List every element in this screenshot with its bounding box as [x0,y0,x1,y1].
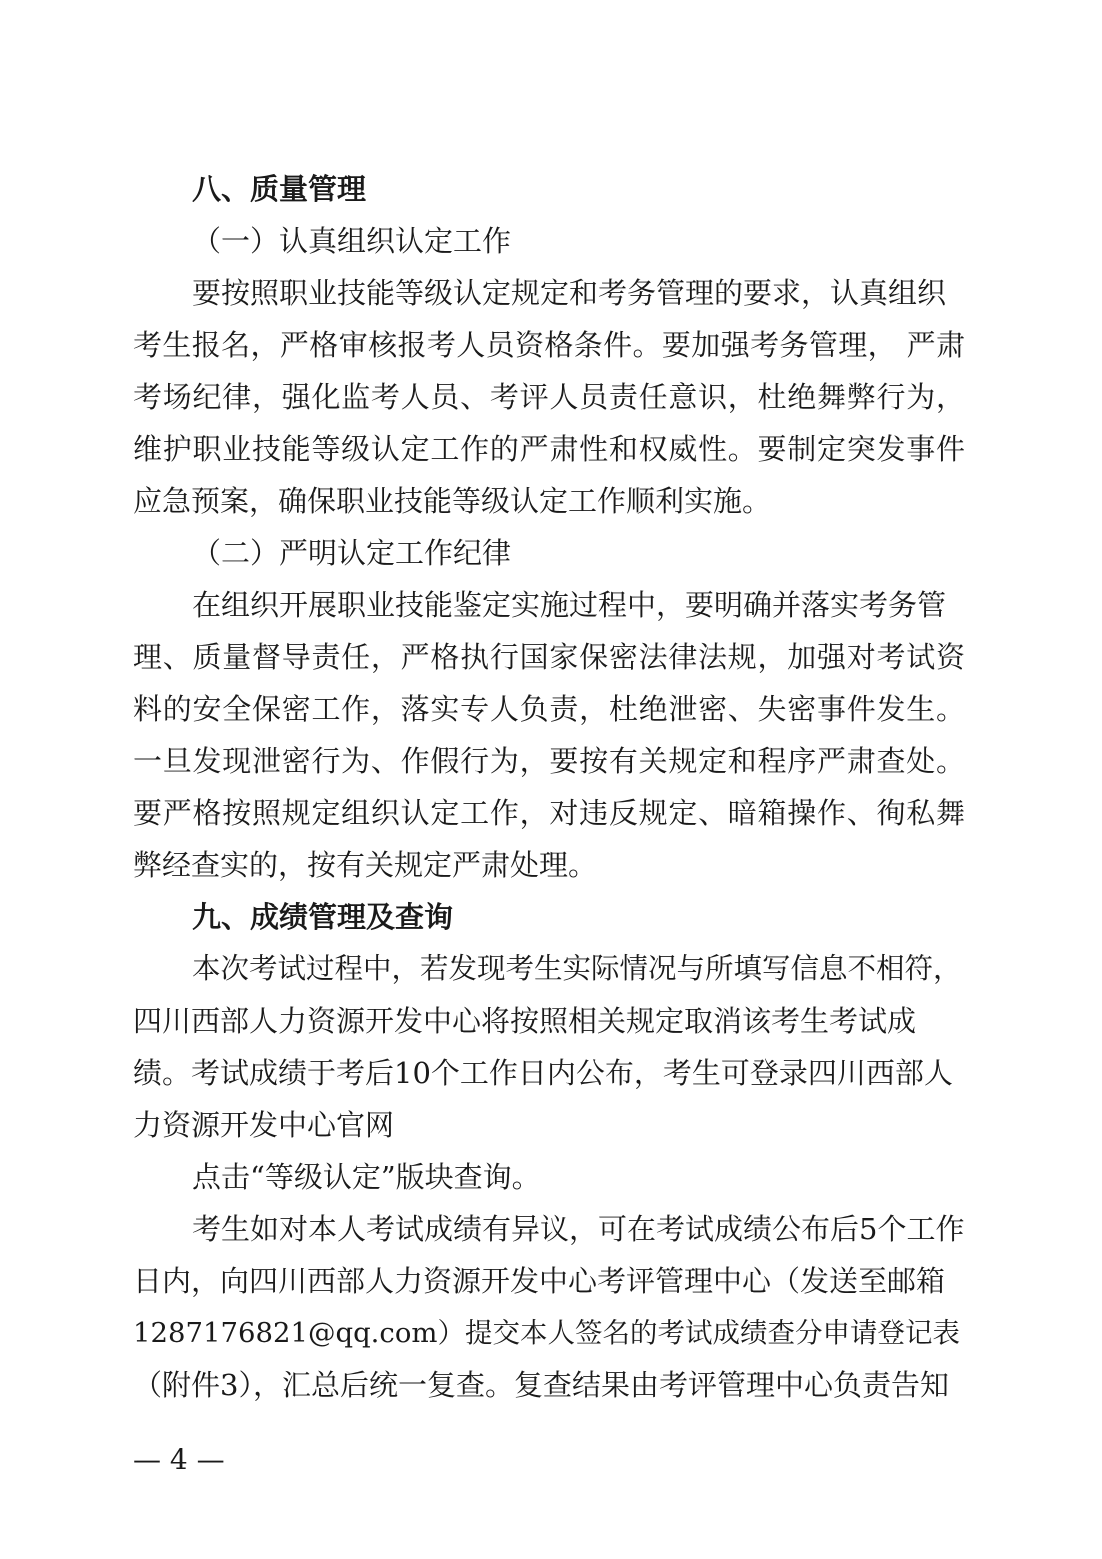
paragraph-line: 四川西部人力资源开发中心将按照相关规定取消该考生考试成 [133,1004,917,1038]
paragraph-line: 要严格按照规定组织认定工作，对违反规定、暗箱操作、徇私舞 [133,796,965,830]
paragraph-line: 考生报名，严格审核报考人员资格条件。要加强考务管理， 严肃 [133,328,965,362]
paragraph-line: 料的安全保密工作，落实专人负责，杜绝泄密、失密事件发生。 [133,692,965,726]
paragraph-line: 日内，向四川西部人力资源开发中心考评管理中心（发送至邮箱 [133,1264,946,1298]
paragraph-line: 1287176821@qq.com）提交本人签名的考试成绩查分申请登记表 [133,1317,960,1349]
paragraph-line: 理、质量督导责任，严格执行国家保密法律法规，加强对考试资 [133,640,965,674]
subsection-1-heading: （一）认真组织认定工作 [192,224,512,258]
paragraph-line: 力资源开发中心官网 [133,1108,395,1142]
paragraph-line: （附件3），汇总后统一复查。复查结果由考评管理中心负责告知 [133,1368,949,1402]
paragraph-line: 要按照职业技能等级认定规定和考务管理的要求，认真组织 [192,276,947,310]
subsection-2-heading: （二）严明认定工作纪律 [192,536,512,570]
section-9-heading: 九、成绩管理及查询 [192,900,454,934]
paragraph-line: 考生如对本人考试成绩有异议，可在考试成绩公布后5个工作 [192,1212,965,1246]
paragraph-line: 应急预案，确保职业技能等级认定工作顺利实施。 [133,484,772,518]
paragraph-line: 一旦发现泄密行为、作假行为，要按有关规定和程序严肃查处。 [133,744,965,778]
paragraph-line: 绩。考试成绩于考后10个工作日内公布，考生可登录四川西部人 [133,1056,953,1090]
section-8-heading: 八、质量管理 [192,172,367,206]
paragraph-line: 考场纪律，强化监考人员、考评人员责任意识，杜绝舞弊行为， [133,380,965,414]
page-number: — 4 — [133,1443,225,1476]
paragraph-line: 弊经查实的，按有关规定严肃处理。 [133,848,598,882]
paragraph-line: 点击“等级认定”版块查询。 [192,1160,541,1194]
paragraph-line: 维护职业技能等级认定工作的严肃性和权威性。要制定突发事件 [133,432,965,466]
paragraph-line: 在组织开展职业技能鉴定实施过程中，要明确并落实考务管 [192,588,947,622]
paragraph-line: 本次考试过程中，若发现考生实际情况与所填写信息不相符， [192,952,962,985]
